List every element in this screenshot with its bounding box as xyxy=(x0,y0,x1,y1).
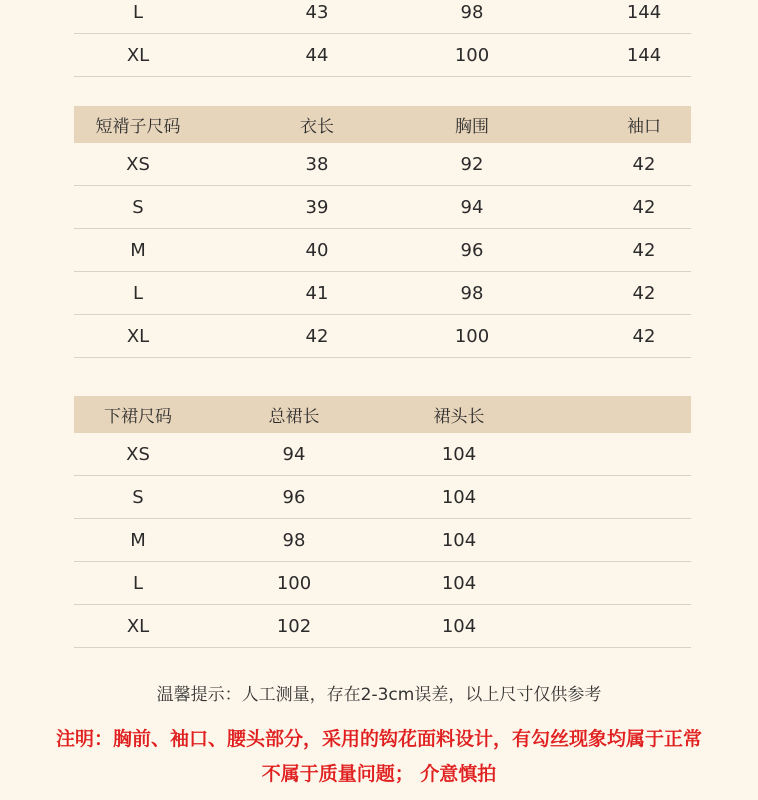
cuff-cell: 42 xyxy=(632,325,656,347)
long-sleeve-size-table xyxy=(74,0,691,77)
header-size: 短褙子尺码 xyxy=(95,117,181,137)
table-row xyxy=(74,186,691,229)
table-row xyxy=(74,34,691,77)
table-header xyxy=(74,106,691,143)
fabric-warning-line2: 不属于质量问题； 介意慎拍 xyxy=(261,763,497,785)
size-cell: M xyxy=(130,529,146,551)
waist-length-cell: 104 xyxy=(441,572,477,594)
table-row xyxy=(74,562,691,605)
length-cell: 38 xyxy=(305,153,329,175)
table-row xyxy=(74,433,691,476)
bust-cell: 96 xyxy=(460,239,484,261)
bust-cell: 100 xyxy=(454,44,490,66)
size-cell: M xyxy=(130,239,146,261)
table-row xyxy=(74,143,691,186)
fabric-warning-line1: 注明：胸前、袖口、腰头部分，采用的钩花面料设计，有勾丝现象均属于正常 xyxy=(55,728,702,750)
cuff-cell: 42 xyxy=(632,153,656,175)
header-length: 衣长 xyxy=(300,117,334,137)
bust-cell: 92 xyxy=(460,153,484,175)
cuff-cell: 42 xyxy=(632,239,656,261)
table-header xyxy=(74,396,691,433)
table-row xyxy=(74,315,691,358)
waist-length-cell: 104 xyxy=(441,486,477,508)
sleeve-cell: 144 xyxy=(626,1,662,23)
size-cell: S xyxy=(132,486,144,508)
bust-cell: 98 xyxy=(460,1,484,23)
table-row xyxy=(74,605,691,648)
sleeve-cell: 144 xyxy=(626,44,662,66)
header-bust: 胸围 xyxy=(455,117,489,137)
total-length-cell: 98 xyxy=(282,529,306,551)
size-cell: XL xyxy=(126,44,150,66)
header-size: 下裙尺码 xyxy=(104,407,172,427)
total-length-cell: 94 xyxy=(282,443,306,465)
size-cell: L xyxy=(132,1,144,23)
table-row xyxy=(74,229,691,272)
cuff-cell: 42 xyxy=(632,282,656,304)
total-length-cell: 102 xyxy=(276,615,312,637)
size-cell: L xyxy=(132,282,144,304)
table-row xyxy=(74,476,691,519)
waist-length-cell: 104 xyxy=(441,615,477,637)
length-cell: 42 xyxy=(305,325,329,347)
skirt-size-table xyxy=(74,396,691,648)
length-cell: 39 xyxy=(305,196,329,218)
waist-length-cell: 104 xyxy=(441,443,477,465)
total-length-cell: 96 xyxy=(282,486,306,508)
bust-cell: 98 xyxy=(460,282,484,304)
bust-cell: 100 xyxy=(454,325,490,347)
total-length-cell: 100 xyxy=(276,572,312,594)
header-total-length: 总裙长 xyxy=(268,407,320,427)
size-cell: XS xyxy=(126,443,150,465)
length-cell: 40 xyxy=(305,239,329,261)
size-cell: S xyxy=(132,196,144,218)
table-row xyxy=(74,0,691,34)
size-cell: XL xyxy=(126,325,150,347)
short-sleeve-size-table xyxy=(74,106,691,358)
length-cell: 41 xyxy=(305,282,329,304)
measurement-tip: 温馨提示：人工测量，存在2-3cm误差，以上尺寸仅供参考 xyxy=(156,685,602,705)
table-row xyxy=(74,519,691,562)
size-cell: XL xyxy=(126,615,150,637)
waist-length-cell: 104 xyxy=(441,529,477,551)
table-row xyxy=(74,272,691,315)
length-cell: 44 xyxy=(305,44,329,66)
bust-cell: 94 xyxy=(460,196,484,218)
cuff-cell: 42 xyxy=(632,196,656,218)
header-cuff: 袖口 xyxy=(627,117,661,137)
length-cell: 43 xyxy=(305,1,329,23)
size-cell: XS xyxy=(126,153,150,175)
header-waist-length: 裙头长 xyxy=(433,407,485,427)
size-cell: L xyxy=(132,572,144,594)
